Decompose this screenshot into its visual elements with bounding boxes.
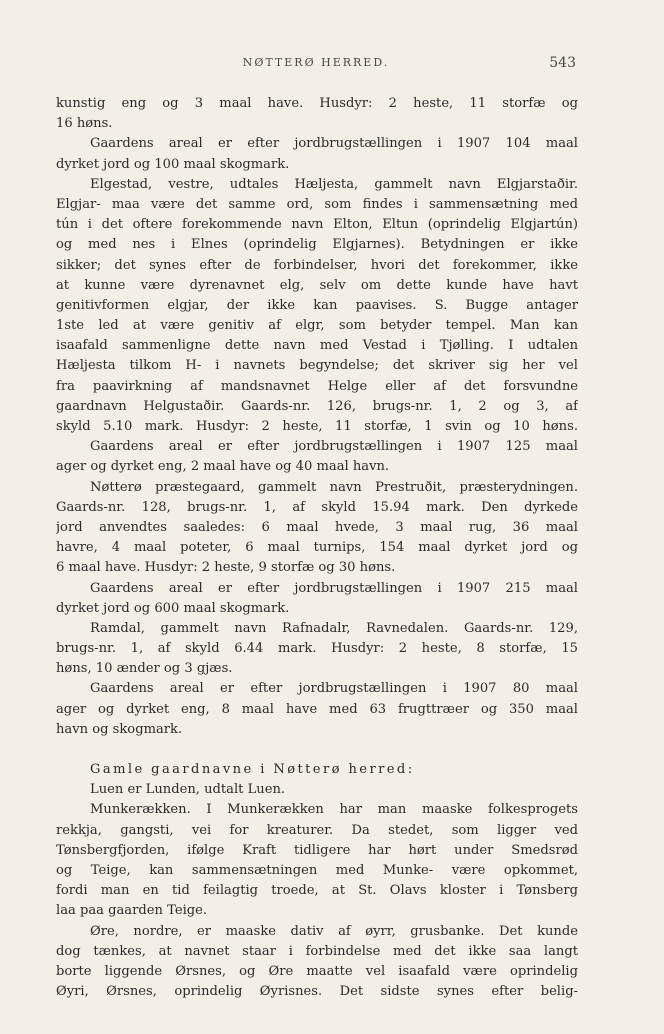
text-line: Luen er Lunden, udtalt Luen.: [90, 782, 286, 798]
text-line: Øre, nordre, er maaske dativ af øyrr, grusbanke. Det kunde: [90, 923, 578, 939]
text-line: havn og skogmark.: [56, 721, 183, 737]
page-number: 543: [549, 55, 576, 71]
text-line: jord anvendtes saaledes: 6 maal hvede, 3 maal rug, 36 maal: [56, 519, 578, 535]
text-line: dyrket jord og 600 maal skogmark.: [56, 600, 290, 616]
section-gap: [56, 740, 578, 760]
text-line: at kunne være dyrenavnet elg, selv om dette kunde have havt: [56, 277, 578, 293]
section-heading: Gamle gaardnavne i Nøtterø herred:: [90, 762, 415, 777]
text-line: høns, 10 ænder og 3 gjæs.: [56, 661, 233, 677]
text-line: Gaards-nr. 128, brugs-nr. 1, af skyld 15.94 mark. Den dyrkede: [56, 499, 578, 515]
text-line: og Teige, kan sammensætningen med Munke- være opkommet,: [56, 862, 578, 878]
text-line: isaafald sammenligne dette navn med Vestad i Tjølling. I udtalen: [56, 338, 578, 354]
text-line: havre, 4 maal poteter, 6 maal turnips, 154 maal dyrket jord og: [56, 540, 578, 556]
text-line: sikker; det synes efter de forbindelser, hvori det forekommer, ikke: [56, 257, 578, 273]
text-line: Øyri, Ørsnes, oprindelig Øyrisnes. Det sidste synes efter belig-: [56, 984, 578, 1000]
text-line: dog tænkes, at navnet staar i forbindelse med det ikke saa langt: [56, 943, 578, 959]
running-head: NØTTERØ HERRED.: [242, 56, 390, 69]
text-line: og med nes i Elnes (oprindelig Elgjarnes). Betydningen er ikke: [56, 237, 578, 253]
body-text: [56, 94, 578, 1002]
text-line: Gaardens areal er efter jordbrugstællingen i 1907 104 maal: [90, 136, 578, 152]
text-line: Ramdal, gammelt navn Rafnadalr, Ravnedalen. Gaards-nr. 129,: [90, 620, 578, 636]
text-line: 6 maal have. Husdyr: 2 heste, 9 storfæ og 30 høns.: [56, 560, 396, 576]
text-line: Gaardens areal er efter jordbrugstællingen i 1907 125 maal: [90, 439, 578, 455]
text-line: fra paavirkning af mandsnavnet Helge eller af det forsvundne: [56, 378, 578, 394]
text-line: genitivformen elgjar, der ikke kan paavises. S. Bugge antager: [56, 297, 578, 313]
text-line: gaardnavn Helgustaðir. Gaards-nr. 126, brugs-nr. 1, 2 og 3, af: [56, 398, 578, 414]
text-line: skyld 5.10 mark. Husdyr: 2 heste, 11 storfæ, 1 svin og 10 høns.: [56, 419, 578, 434]
text-line: dyrket jord og 100 maal skogmark.: [56, 156, 290, 172]
text-line: tún i det oftere forekommende navn Elton, Eltun (oprindelig Elgjartún): [56, 217, 578, 233]
text-line: Elgjar- maa være det samme ord, som findes i sammensætning med: [56, 196, 578, 212]
text-line: Munkerækken. I Munkerækken har man maaske folkesprogets: [90, 802, 578, 818]
text-line: Gaardens areal er efter jordbrugstællingen i 1907 215 maal: [90, 580, 578, 596]
text-line: Hæljesta tilkom H- i navnets begyndelse; det skriver sig her vel: [56, 358, 578, 374]
text-line: 16 høns.: [56, 116, 113, 132]
text-line: 1ste led at være genitiv af elgr, som betyder tempel. Man kan: [56, 318, 578, 334]
text-line: rekkja, gangsti, vei for kreaturer. Da stedet, som ligger ved: [56, 822, 578, 838]
text-line: Nøtterø præstegaard, gammelt navn Prestruðit, præsterydningen.: [90, 479, 578, 495]
page-header: [56, 56, 576, 76]
text-line: borte liggende Ørsnes, og Øre maatte vel isaafald være oprindelig: [56, 963, 578, 979]
text-line: kunstig eng og 3 maal have. Husdyr: 2 heste, 11 storfæ og: [56, 96, 578, 111]
text-line: laa paa gaarden Teige.: [56, 903, 208, 919]
text-line: Elgestad, vestre, udtales Hæljesta, gammelt navn Elgjarstaðir.: [90, 176, 578, 192]
text-line: Tønsbergfjorden, ifølge Kraft tidligere har hørt under Smedsrød: [56, 842, 578, 858]
text-line: Gaardens areal er efter jordbrugstællingen i 1907 80 maal: [90, 681, 578, 697]
text-line: brugs-nr. 1, af skyld 6.44 mark. Husdyr: 2 heste, 8 storfæ, 15: [56, 641, 578, 657]
text-line: ager og dyrket eng, 8 maal have med 63 frugttræer og 350 maal: [56, 701, 578, 717]
text-line: ager og dyrket eng, 2 maal have og 40 maal havn.: [56, 459, 390, 475]
text-line: fordi man en tid feilagtig troede, at St. Olavs kloster i Tønsberg: [56, 883, 578, 899]
